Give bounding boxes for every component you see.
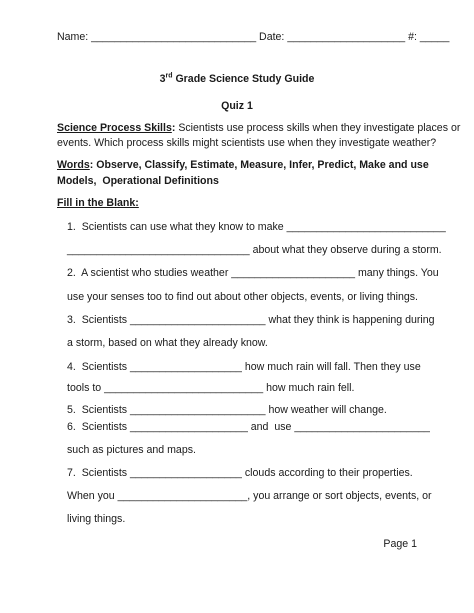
title-rest: Grade Science Study Guide [172, 73, 315, 85]
words-line-1 [57, 158, 429, 172]
question-5-line: 5. Scientists _______________________ how weather will change. [67, 404, 387, 416]
question-2-line-2: use your senses too to find out about other objects, events, or living things. [67, 291, 418, 303]
question-1-line-1: 1. Scientists can use what they know to make ___________________________ [67, 221, 446, 233]
question-1-line-2: _______________________________ about what they observe during a storm. [67, 244, 442, 256]
question-6-line-1: 6. Scientists ____________________ and use _______________________ [67, 421, 430, 433]
intro-line-1 [57, 121, 460, 135]
words-line-2: Models, Operational Definitions [57, 175, 219, 187]
intro-text-1: Scientists use process skills when they investigate places or [175, 122, 461, 134]
question-7-line-1: 7. Scientists ___________________ clouds according to their properties. [67, 467, 413, 479]
title-prefix: 3 [159, 73, 166, 85]
page-number: Page 1 [383, 538, 417, 550]
title-superscript: rd [165, 72, 173, 80]
question-4-line-2: tools to ___________________________ how much rain fell. [67, 382, 355, 394]
quiz-label: Quiz 1 [221, 100, 253, 112]
question-7-line-3: living things. [67, 513, 126, 525]
process-skills-label: Science Process Skills [57, 122, 172, 134]
process-skills-colon: : [171, 122, 176, 134]
fill-in-blank-heading: Fill in the Blank: [57, 197, 139, 209]
intro-line-2: events. Which process skills might scientists use when they investigate weather? [57, 137, 437, 149]
page-title [0, 72, 474, 86]
question-2-line-1: 2. A scientist who studies weather _____________________ many things. You [67, 267, 439, 279]
question-4-line-1: 4. Scientists ___________________ how much rain will fall. Then they use [67, 361, 421, 373]
words-text-1: : Observe, Classify, Estimate, Measure, Infer, Predict, Make and use [89, 159, 429, 171]
question-3-line-2: a storm, based on what they already know. [67, 337, 268, 349]
question-7-line-2: When you ______________________, you arrange or sort objects, events, or [67, 490, 432, 502]
words-label: Words [57, 159, 90, 171]
question-6-line-2: such as pictures and maps. [67, 444, 196, 456]
question-3-line-1: 3. Scientists _______________________ what they think is happening during [67, 314, 435, 326]
name-date-number-line: Name: ____________________________ Date: ____________________ #: _____ [57, 31, 450, 43]
